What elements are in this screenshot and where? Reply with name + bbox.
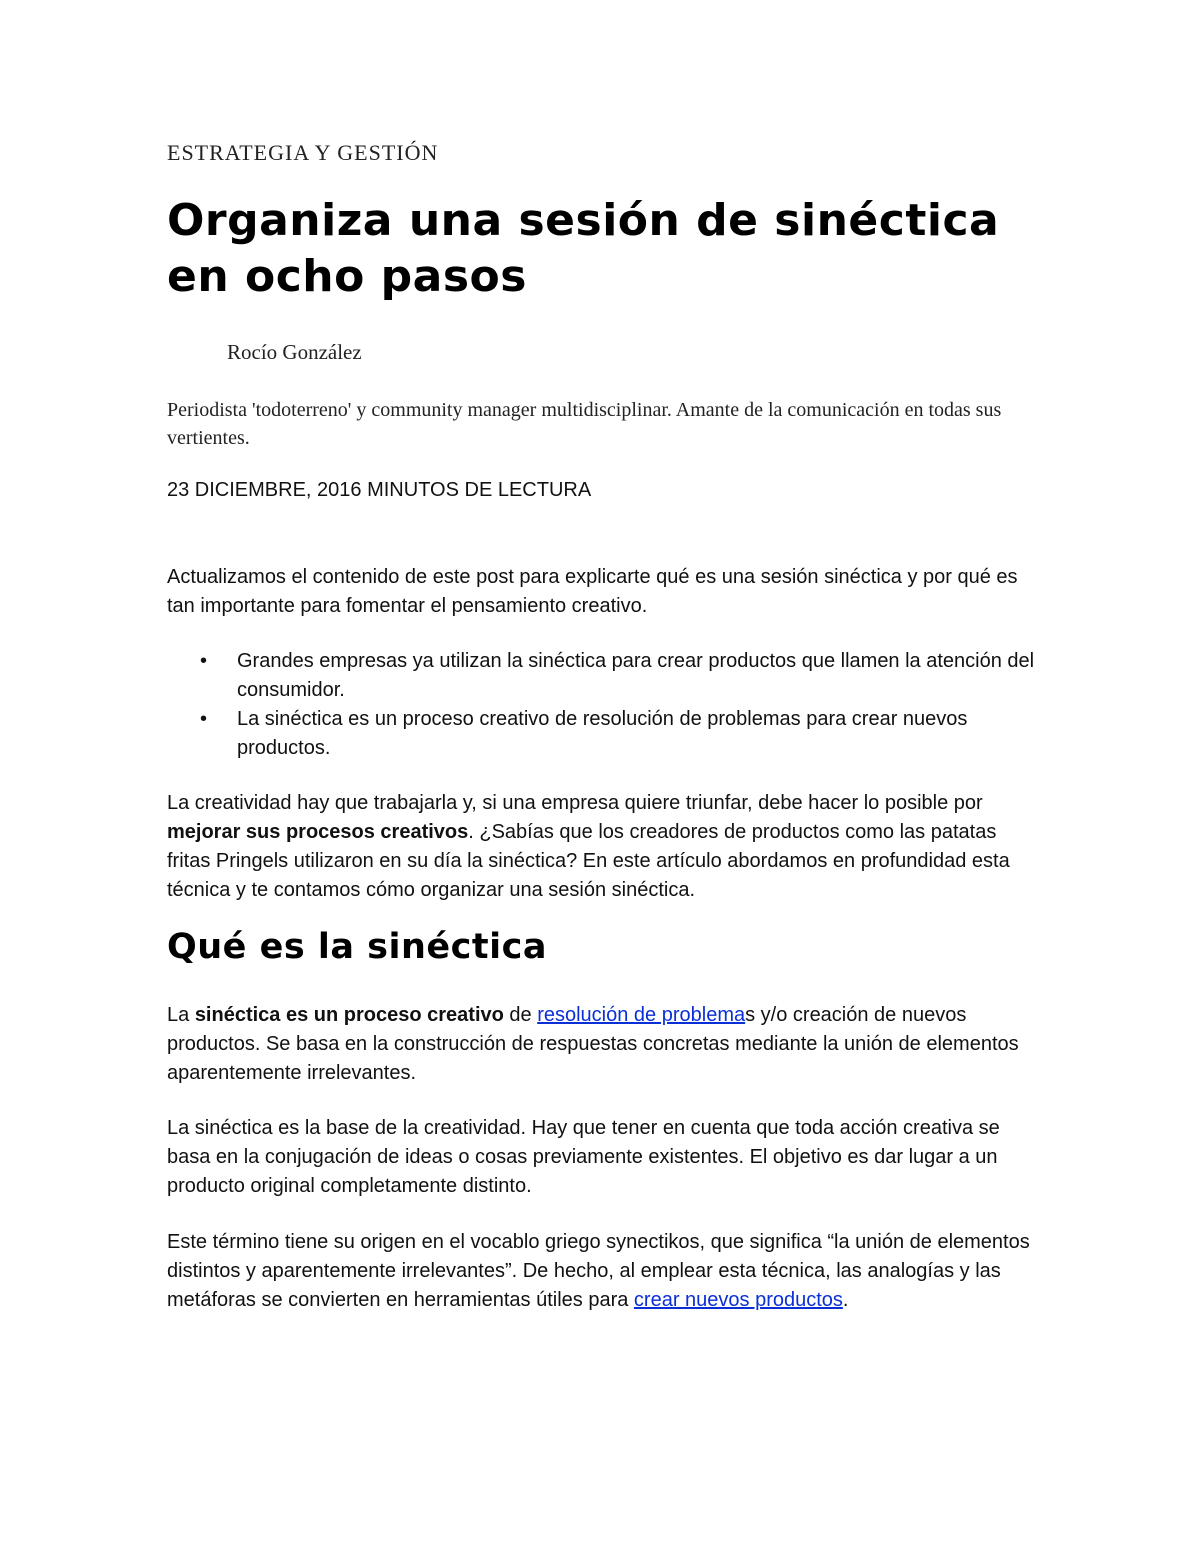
author-bio: Periodista 'todoterreno' y community manager multidisciplinar. Amante de la comunicación en todas sus vertientes. xyxy=(167,399,1002,449)
paragraph-text: . ¿Sabías que los creadores de productos como las patatas fritas Pringels utilizaron en su día la sinéctica? En este artículo abordamos en profundidad esta técnica y te contamos cómo organizar una sesión sinéctica. xyxy=(167,821,1010,901)
definition-paragraph xyxy=(167,1001,1037,1088)
paragraph-text: La creatividad hay que trabajarla y, si una empresa quiere triunfar, debe hacer lo posible por xyxy=(167,792,983,814)
author-name: Rocío González xyxy=(227,340,362,364)
article-title: Organiza una sesión de sinéctica en ocho pasos xyxy=(167,195,1000,302)
publish-date: 23 DICIEMBRE, 2016 MINUTOS DE LECTURA xyxy=(167,479,592,501)
paragraph-text: s y/o creación de nuevos productos. Se basa en la construcción de respuestas concretas mediante la unión de elementos aparentemente irrelevantes. xyxy=(167,1004,1019,1084)
summary-list xyxy=(167,647,1037,763)
paragraph-text: La xyxy=(167,1004,195,1026)
intro-paragraph: Actualizamos el contenido de este post para explicarte qué es una sesión sinéctica y por qué es tan importante para fomentar el pensamiento creativo. xyxy=(167,566,1018,617)
bullet-icon: • xyxy=(200,650,208,672)
bullet-icon: • xyxy=(200,708,208,730)
paragraph-text: de xyxy=(503,1004,538,1026)
bold-phrase: mejorar sus procesos creativos xyxy=(167,821,469,843)
bold-phrase: sinéctica es un proceso creativo xyxy=(194,1004,504,1026)
creativity-paragraph xyxy=(167,789,1037,905)
basis-paragraph: La sinéctica es la base de la creatividad. Hay que tener en cuenta que toda acción creativa se basa en la conjugación de ideas o cosas previamente existentes. El objetivo es dar lugar a un producto original completamente distinto. xyxy=(167,1117,1000,1197)
paragraph-text: . xyxy=(842,1289,849,1311)
category-label: ESTRATEGIA Y GESTIÓN xyxy=(167,140,439,165)
origin-paragraph xyxy=(167,1228,1037,1315)
section-heading: Qué es la sinéctica xyxy=(167,927,547,967)
list-item-text: La sinéctica es un proceso creativo de resolución de problemas para crear nuevos productos. xyxy=(237,708,968,759)
paragraph-text: Este término tiene su origen en el vocablo griego synectikos, que significa “la unión de elementos distintos y aparentemente irrelevantes”. De hecho, al emplear esta técnica, las analogías y las metáforas se convierten en herramientas útiles para xyxy=(167,1231,1030,1311)
list-item-text: Grandes empresas ya utilizan la sinéctica para crear productos que llamen la atención del consumidor. xyxy=(237,650,1035,701)
problem-solving-link[interactable]: resolución de problema xyxy=(537,1004,746,1026)
new-products-link[interactable]: crear nuevos productos xyxy=(633,1289,843,1311)
list-item xyxy=(167,705,1037,763)
list-item xyxy=(167,647,1037,705)
